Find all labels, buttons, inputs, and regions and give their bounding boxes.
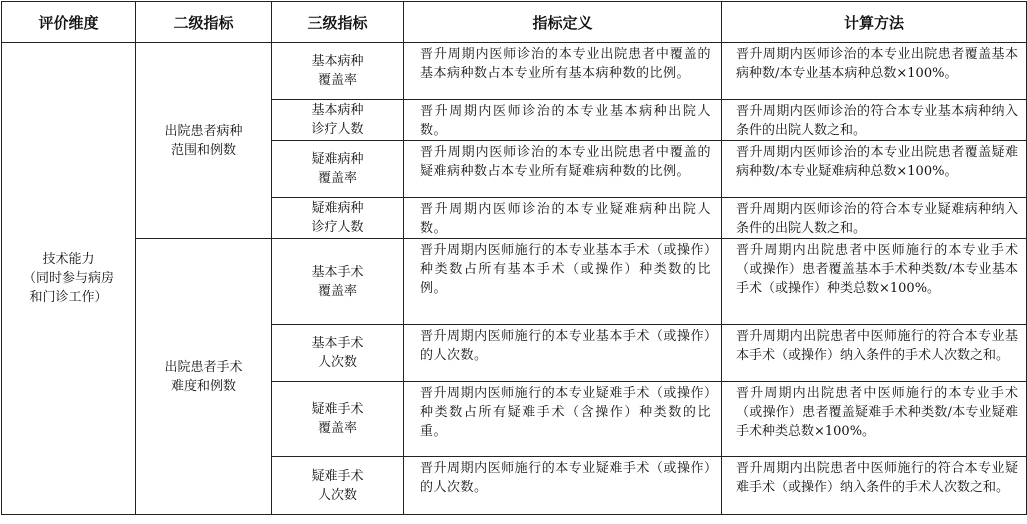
method-cell: 晋升周期内出院患者中医师施行的符合本专业基本手术（或操作）纳入条件的手术人次数之和。: [722, 325, 1027, 382]
method-cell: 晋升周期内出院患者中医师施行的本专业手术（或操作）患者覆盖疑难手术种类数/本专业疑难手术种类总数×100%。: [722, 382, 1027, 457]
definition-cell: 晋升周期内医师施行的本专业疑难手术（或操作）种类数占所有疑难手术（含操作）种类数的比重。: [404, 382, 722, 457]
indicator-table: [1, 1, 1027, 515]
method-cell: 晋升周期内医师诊治的本专业出院患者覆盖基本病种数/本专业基本病种总数×100%。: [722, 43, 1027, 100]
level3-cell: [272, 141, 404, 198]
method-cell: 晋升周期内医师诊治的本专业出院患者覆盖疑难病种数/本专业疑难病种总数×100%。: [722, 141, 1027, 198]
level2-cell: [136, 43, 272, 239]
table-row: [2, 43, 1027, 100]
definition-cell: 晋升周期内医师诊治的本专业出院患者中覆盖的基本病种数占本专业所有基本病种数的比例。: [404, 43, 722, 100]
definition-cell: 晋升周期内医师诊治的本专业疑难病种出院人数。: [404, 198, 722, 239]
header-dimension: 评价维度: [2, 2, 136, 43]
definition-cell: 晋升周期内医师诊治的本专业出院患者中覆盖的疑难病种数占本专业所有疑难病种数的比例。: [404, 141, 722, 198]
header-level3: 三级指标: [272, 2, 404, 43]
method-cell: 晋升周期内出院患者中医师施行的符合本专业疑难手术（或操作）纳入条件的手术人次数之和。: [722, 457, 1027, 515]
level3-cell: [272, 382, 404, 457]
level3-label: 基本病种 诊疗人数: [311, 103, 364, 137]
dimension-label: 技术能力 （同时参与病房 和门诊工作）: [22, 252, 114, 305]
level3-label: 疑难病种 诊疗人数: [311, 201, 364, 235]
level3-cell: [272, 100, 404, 141]
level3-cell: [272, 239, 404, 325]
level2-label: 出院患者手术 难度和例数: [164, 359, 243, 394]
level3-label: 基本手术 覆盖率: [311, 264, 364, 299]
header-definition: 指标定义: [404, 2, 722, 43]
level3-label: 基本手术 人次数: [311, 336, 364, 370]
table-row: [2, 239, 1027, 325]
dimension-cell: [2, 43, 136, 515]
definition-cell: 晋升周期内医师诊治的本专业基本病种出院人数。: [404, 100, 722, 141]
level3-cell: [272, 43, 404, 100]
header-method: 计算方法: [722, 2, 1027, 43]
level2-cell: [136, 239, 272, 515]
definition-cell: 晋升周期内医师施行的本专业基本手术（或操作）种类数占所有基本手术（或操作）种类数的比例。: [404, 239, 722, 325]
method-cell: 晋升周期内医师诊治的符合本专业基本病种纳入条件的出院人数之和。: [722, 100, 1027, 141]
level3-cell: [272, 198, 404, 239]
level3-label: 基本病种 覆盖率: [311, 54, 364, 88]
header-row: [2, 2, 1027, 43]
method-cell: 晋升周期内出院患者中医师施行的本专业手术（或操作）患者覆盖基本手术种类数/本专业基本手术（或操作）种类总数×100%。: [722, 239, 1027, 325]
header-level2: 二级指标: [136, 2, 272, 43]
level3-label: 疑难病种 覆盖率: [311, 152, 364, 186]
definition-cell: 晋升周期内医师施行的本专业基本手术（或操作）的人次数。: [404, 325, 722, 382]
level3-label: 疑难手术 覆盖率: [311, 402, 364, 436]
level2-label: 出院患者病种 范围和例数: [164, 123, 243, 158]
level3-cell: [272, 457, 404, 515]
method-cell: 晋升周期内医师诊治的符合本专业疑难病种纳入条件的出院人数之和。: [722, 198, 1027, 239]
level3-cell: [272, 325, 404, 382]
definition-cell: 晋升周期内医师施行的本专业疑难手术（或操作）的人次数。: [404, 457, 722, 515]
level3-label: 疑难手术 人次数: [311, 468, 364, 503]
